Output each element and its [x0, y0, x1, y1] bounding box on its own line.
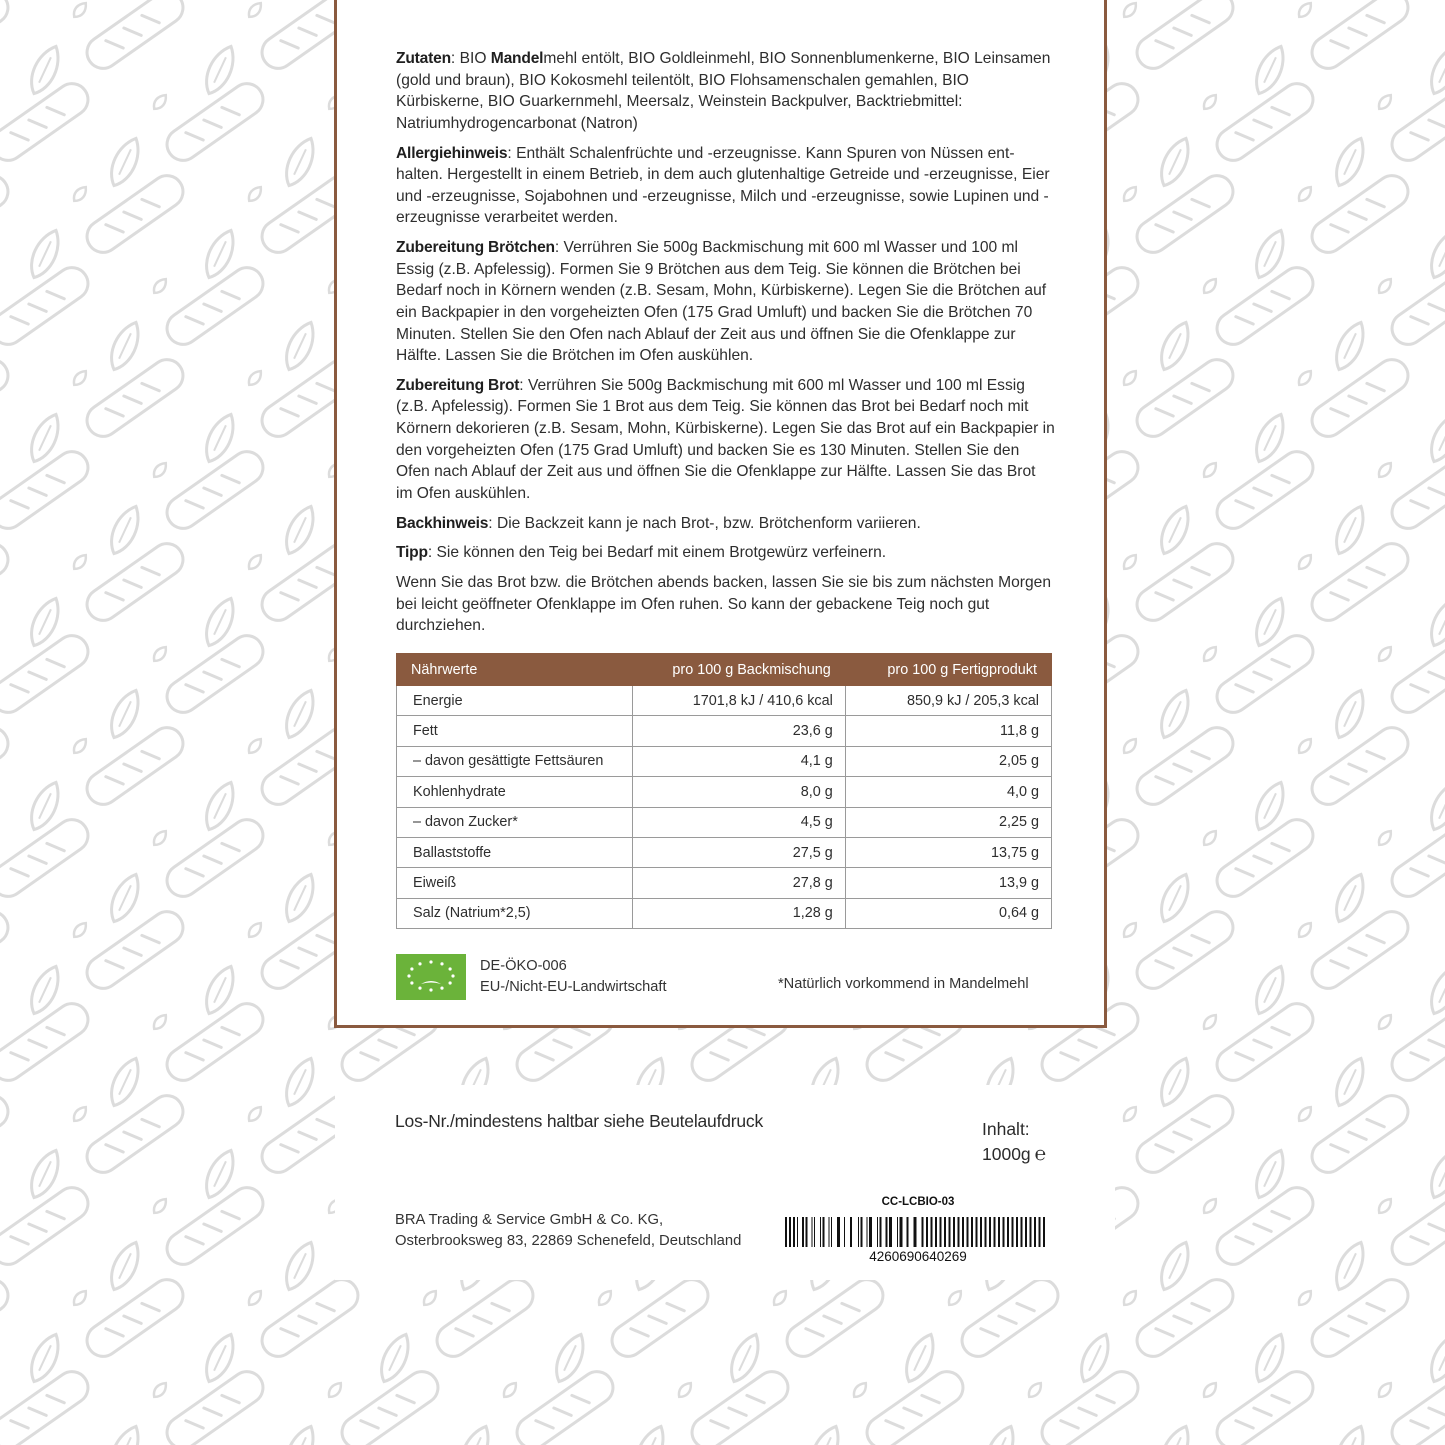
ingredients-text: mehl entölt, BIO Goldleinmehl, BIO Sonnenblumenkerne, BIO Leinsamen (gold und braun), BIO Kokosmehl teilentölt, BIO Flohsamenschalen gemahlen, BIO Kürbiskerne, BIO Guarkernmehl, Meersalz, Weinstein Backpulver, Backtriebmittel: Natriumhydrogencarbonat (Natron) — [396, 50, 1051, 132]
eco-code: DE-ÖKO-006 — [480, 958, 567, 974]
nutrient-product-value: 2,05 g — [845, 746, 1051, 776]
nutrient-mix-value: 23,6 g — [633, 716, 846, 746]
barcode-icon — [785, 1217, 1051, 1247]
nutrient-name: Kohlenhydrate — [397, 777, 633, 807]
baking-note-paragraph: Backhinweis: Die Backzeit kann je nach Brot-, bzw. Brötchenform variieren. — [396, 514, 921, 532]
rolls-text: Verrühren Sie 500g Backmischung mit 600 ml Wasser und 100 ml Essig (z.B. Apfelessig). Formen Sie 9 Brötchen aus dem Teig. Sie können die Brötchen bei Bedarf noch in Körnern wenden (z.B. Sesam, Mohn, Kürbiskerne). Legen Sie die Brötchen auf ein Backpapier in den vorgeheizten Ofen (175 Grad Umluft) und backen Sie die Brötchen 70 Minuten. Stellen Sie den Ofen nach Ablauf der Zeit aus und öffnen Sie die Ofenklappe zur Hälfte. Lassen Sie die Brötchen im Ofen auskühlen. — [396, 239, 1047, 365]
nutrient-mix-value: 4,1 g — [633, 746, 846, 776]
tip-text: Sie können den Teig bei Bedarf mit einem Brotgewürz verfeinern. — [436, 544, 887, 562]
table-row — [397, 807, 1052, 837]
table-row — [397, 868, 1052, 898]
nutrient-name: Salz (Natrium*2,5) — [397, 898, 633, 928]
eu-organic-logo-icon — [396, 954, 466, 1000]
nutrition-header-product: pro 100 g Fertigprodukt — [845, 654, 1051, 686]
nutrient-name: Energie — [397, 686, 633, 716]
nutrient-product-value: 13,9 g — [845, 868, 1051, 898]
nutrient-product-value: 0,64 g — [845, 898, 1051, 928]
table-row — [397, 746, 1052, 776]
nutrient-product-value: 13,75 g — [845, 837, 1051, 867]
nutrient-product-value: 11,8 g — [845, 716, 1051, 746]
company-street: Osterbrooksweg 83, 22869 Schenefeld, Deutschland — [395, 1233, 742, 1249]
tip-label: Tipp — [396, 544, 428, 562]
nutrient-name: Fett — [397, 716, 633, 746]
table-row — [397, 686, 1052, 716]
nutrient-mix-value: 27,8 g — [633, 868, 846, 898]
baking-note-label: Backhinweis — [396, 514, 489, 532]
tip-paragraph: Tipp: Sie können den Teig bei Bedarf mit einem Brotgewürz verfeinern. — [396, 544, 887, 562]
nutrient-product-value: 4,0 g — [845, 777, 1051, 807]
content-value: 1000g — [982, 1144, 1031, 1164]
nutrient-mix-value: 27,5 g — [633, 837, 846, 867]
table-row — [397, 898, 1052, 928]
rolls-paragraph: Zubereitung Brötchen: Verrühren Sie 500g Backmischung mit 600 ml Wasser und 100 ml Essig (z.B. Apfelessig). Formen Sie 9 Brötchen aus dem Teig. Sie können die Brötchen bei Bedarf noch in Körnern wenden (z.B. Sesam, Mohn, Kürbiskerne). Legen Sie die Brötchen auf ein Backpapier in den vorgeheizten Ofen (175 Grad Umluft) und backen Sie die Brötchen 70 Minuten. Stellen Sie den Ofen nach Ablauf der Zeit aus und öffnen Sie die Ofenklappe zur Hälfte. Lassen Sie die Brötchen im Ofen auskühlen. — [396, 239, 1047, 365]
eco-certification — [480, 956, 667, 997]
nutrition-header-mix: pro 100 g Backmischung — [633, 654, 846, 686]
nutrient-name: Eiweiß — [397, 868, 633, 898]
evening-paragraph: Wenn Sie das Brot bzw. die Brötchen abends backen, lassen Sie sie bis zum nächsten Morgen bei leicht geöffneter Ofenklappe im Ofen ruhen. So kann der gebackene Teig noch gut durchziehen. — [396, 574, 1052, 635]
table-row — [397, 777, 1052, 807]
ingredients-label: Zutaten — [396, 50, 451, 67]
article-code: CC-LCBIO-03 — [881, 1196, 955, 1208]
table-row — [397, 716, 1052, 746]
ingredients-paragraph: Zutaten: BIO Mandelmehl entölt, BIO Goldleinmehl, BIO Sonnenblumenkerne, BIO Leinsamen (gold und braun), BIO Kokosmehl teilentölt, BIO Flohsamenschalen gemahlen, BIO Kürbiskerne, BIO Guarkernmehl, Meersalz, Weinstein Backpulver, Backtriebmittel: Natriumhydrogencarbonat (Natron) — [396, 50, 1051, 132]
allergy-text: Enthält Schalenfrüchte und -erzeugnisse. Kann Spuren von Nüssen ent-halten. Hergestellt in einem Betrieb, in dem auch glutenhaltige Getreide und -erzeugnisse, Eier und -erzeugnisse, Sojabohnen und -erzeugnisse, Milch und -erzeugnisse, sowie Lupinen und -erzeugnisse verarbeitet werden. — [396, 144, 1050, 227]
footnote: *Natürlich vorkommend in Mandelmehl — [778, 976, 1029, 992]
company-address — [395, 1210, 741, 1252]
company-name: BRA Trading & Service GmbH & Co. KG, — [395, 1212, 664, 1228]
bread-paragraph: Zubereitung Brot: Verrühren Sie 500g Backmischung mit 600 ml Wasser und 100 ml Essig (z.B. Apfelessig). Formen Sie 1 Brot aus dem Teig. Sie können das Brot bei Bedarf noch mit Körnern dekorieren (z.B. Sesam, Mohn, Kürbiskerne). Legen Sie das Brot auf ein Backpapier in den vorgeheizten Ofen (175 Grad Umluft) und backen Sie es 130 Minuten. Stellen Sie den Ofen nach Ablauf der Zeit aus und öffnen Sie die Ofenklappe zur Hälfte. Lassen Sie das Brot im Ofen auskühlen. — [396, 376, 1055, 502]
label-text — [396, 48, 1056, 645]
nutrient-mix-value: 1701,8 kJ / 410,6 kcal — [633, 686, 846, 716]
allergy-label: Allergiehinweis — [396, 144, 508, 162]
rolls-label: Zubereitung Brötchen — [396, 239, 555, 257]
ingredients-pre: BIO — [459, 50, 491, 67]
bread-label: Zubereitung Brot — [396, 376, 520, 394]
nutrient-name: Ballaststoffe — [397, 837, 633, 867]
ingredients-bold: Mandel — [490, 50, 544, 67]
barcode-number: 4260690640269 — [869, 1249, 967, 1264]
lot-number-note: Los-Nr./mindestens haltbar siehe Beutelaufdruck — [395, 1111, 764, 1131]
nutrient-mix-value: 1,28 g — [633, 898, 846, 928]
nutrition-header-name: Nährwerte — [397, 654, 633, 686]
content-label: Inhalt: — [982, 1119, 1030, 1139]
eco-origin: EU-/Nicht-EU-Landwirtschaft — [480, 978, 667, 995]
bread-text: Verrühren Sie 500g Backmischung mit 600 ml Wasser und 100 ml Essig (z.B. Apfelessig). Formen Sie 1 Brot aus dem Teig. Sie können das Brot bei Bedarf noch mit Körnern dekorieren (z.B. Sesam, Mohn, Kürbiskerne). Legen Sie das Brot auf ein Backpapier in den vorgeheizten Ofen (175 Grad Umluft) und backen Sie es 130 Minuten. Stellen Sie den Ofen nach Ablauf der Zeit aus und öffnen Sie die Ofenklappe zur Hälfte. Lassen Sie das Brot im Ofen auskühlen. — [396, 376, 1055, 502]
nutrition-table — [396, 653, 1052, 929]
baking-note-text: Die Backzeit kann je nach Brot-, bzw. Brötchenform variieren. — [496, 514, 921, 532]
net-content — [982, 1117, 1046, 1167]
nutrient-product-value: 850,9 kJ / 205,3 kcal — [845, 686, 1051, 716]
e-mark-icon: ℮ — [1034, 1144, 1047, 1165]
nutrient-product-value: 2,25 g — [845, 807, 1051, 837]
nutrient-name: – davon Zucker* — [397, 807, 633, 837]
allergy-paragraph: Allergiehinweis: Enthält Schalenfrüchte und -erzeugnisse. Kann Spuren von Nüssen ent-halten. Hergestellt in einem Betrieb, in dem auch glutenhaltige Getreide und -erzeugnisse, Eier und -erzeugnisse, Sojabohnen und -erzeugnisse, Milch und -erzeugnisse, sowie Lupinen und -erzeugnisse verarbeitet werden. — [396, 144, 1050, 227]
nutrient-mix-value: 8,0 g — [633, 777, 846, 807]
nutrient-name: – davon gesättigte Fettsäuren — [397, 746, 633, 776]
nutrition-header-row — [397, 654, 1052, 686]
table-row — [397, 837, 1052, 867]
nutrient-mix-value: 4,5 g — [633, 807, 846, 837]
content-value-line — [982, 1142, 1046, 1167]
